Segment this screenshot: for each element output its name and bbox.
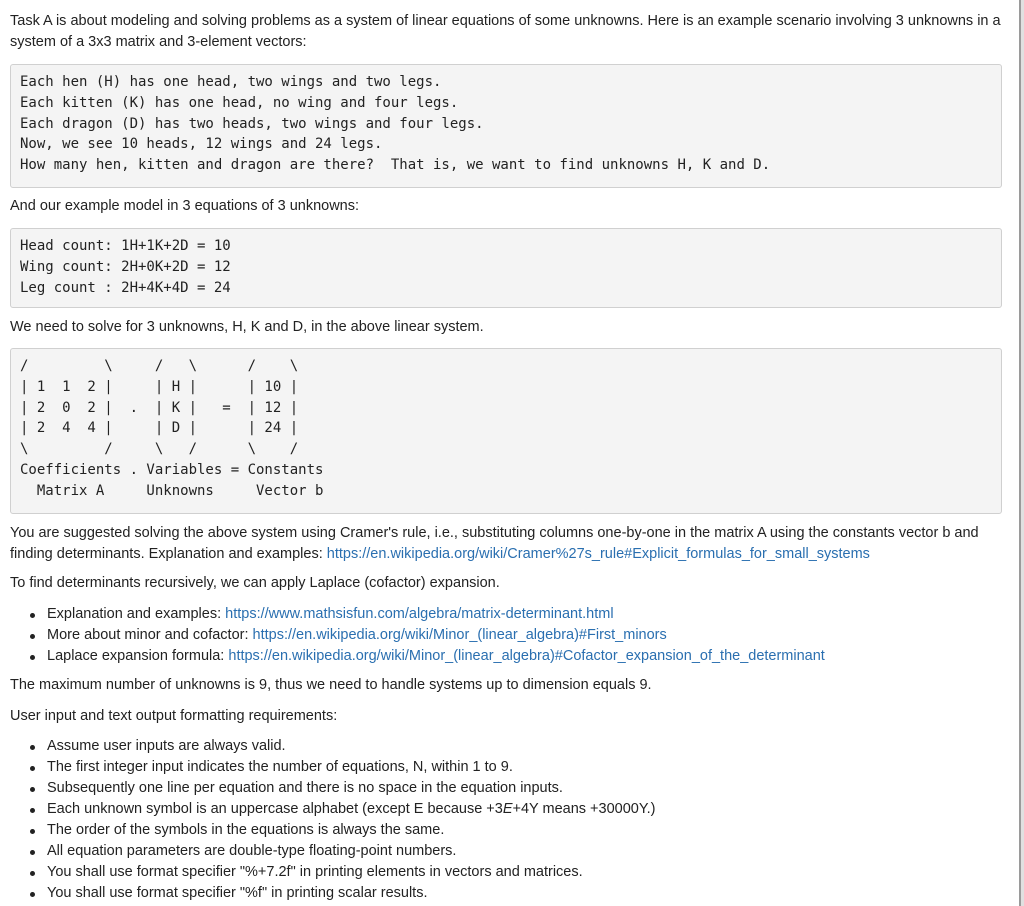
bullet-icon xyxy=(30,829,35,834)
scenario-code-block xyxy=(10,64,1002,188)
code-line: Each hen (H) has one head, two wings and two legs. xyxy=(20,74,442,90)
list-item xyxy=(10,841,655,862)
item-text: Subsequently one line per equation and there is no space in the equation inputs. xyxy=(47,780,563,796)
list-item xyxy=(10,778,655,799)
list-item xyxy=(10,757,655,778)
cramer-link[interactable]: https://en.wikipedia.org/wiki/Cramer%27s_rule#Explicit_formulas_for_small_systems xyxy=(326,546,870,562)
list-item xyxy=(10,736,655,757)
code-line: Matrix A Unknowns Vector b xyxy=(20,482,324,499)
code-line: Wing count: 2H+0K+2D = 12 xyxy=(20,258,231,275)
bullet-icon xyxy=(30,655,35,660)
item-text: The first integer input indicates the number of equations, N, within 1 to 9. xyxy=(47,759,513,775)
list-item xyxy=(10,604,825,625)
intro-paragraph: Task A is about modeling and solving problems as a system of linear equations of some unknowns. Here is an example scenario involving 3 unknowns in a system of a 3x3 matrix and 3-element vectors: xyxy=(10,13,1001,50)
bullet-icon xyxy=(30,850,35,855)
list-item xyxy=(10,799,655,820)
cramer-text: You are suggested solving the above system using Cramer's rule, i.e., substituting columns one-by-one in the matrix A using the constants vector b and finding determinants. Explanation and examples: xyxy=(10,525,979,562)
max-unknowns-paragraph: The maximum number of unknowns is 9, thus we need to handle systems up to dimension equals 9. xyxy=(10,677,652,693)
item-label: More about minor and cofactor: xyxy=(47,627,253,643)
item-text: All equation parameters are double-type floating-point numbers. xyxy=(47,843,457,859)
item-text: You shall use format specifier "%f" in printing scalar results. xyxy=(47,885,428,901)
italic-symbol: E xyxy=(502,801,513,817)
laplace-expansion-link[interactable]: https://en.wikipedia.org/wiki/Minor_(linear_algebra)#Cofactor_expansion_of_the_determinant xyxy=(228,648,825,664)
code-line: Coefficients . Variables = Constants xyxy=(20,461,324,478)
item-label: Laplace expansion formula: xyxy=(47,648,229,664)
window-edge-border xyxy=(1019,0,1021,906)
list-item xyxy=(10,862,655,883)
bullet-icon xyxy=(30,745,35,750)
item-text: Each unknown symbol is an uppercase alphabet (except E because +3 xyxy=(47,801,503,817)
list-item xyxy=(10,883,655,904)
code-line: Each kitten (K) has one head, no wing and four legs. xyxy=(20,94,459,111)
requirements-list xyxy=(10,736,655,904)
bullet-icon xyxy=(30,892,35,897)
item-label: Explanation and examples: xyxy=(47,606,226,622)
bullet-icon xyxy=(30,634,35,639)
cramer-paragraph xyxy=(10,523,1004,565)
laplace-paragraph: To find determinants recursively, we can apply Laplace (cofactor) expansion. xyxy=(10,575,500,591)
item-text: You shall use format specifier "%+7.2f" in printing elements in vectors and matrices. xyxy=(47,864,583,880)
list-item xyxy=(10,625,825,646)
code-line: | 2 0 2 | . | K | = | 12 | xyxy=(20,399,299,416)
code-line: \ / \ / \ / xyxy=(20,441,299,458)
model-code-block xyxy=(10,228,1002,308)
bullet-icon xyxy=(30,787,35,792)
bullet-icon xyxy=(30,808,35,813)
code-line: Each dragon (D) has two heads, two wings and four legs. xyxy=(20,115,484,132)
list-item xyxy=(10,820,655,841)
requirements-heading: User input and text output formatting requirements: xyxy=(10,708,338,724)
code-line: | 2 4 4 | | D | | 24 | xyxy=(20,420,299,437)
code-line: Leg count : 2H+4K+4D = 24 xyxy=(20,279,231,296)
matrix-code-block xyxy=(10,348,1002,514)
list-item xyxy=(10,646,825,667)
item-text: +4Y means +30000Y.) xyxy=(512,801,656,817)
model-intro: And our example model in 3 equations of 3 unknowns: xyxy=(10,198,360,214)
code-line: Head count: 1H+1K+2D = 10 xyxy=(20,238,231,254)
laplace-link-list xyxy=(10,604,825,667)
item-text: The order of the symbols in the equations is always the same. xyxy=(47,822,445,838)
code-line: How many hen, kitten and dragon are there? That is, we want to find unknowns H, K and D. xyxy=(20,157,771,174)
code-line: / \ / \ / \ xyxy=(20,358,299,374)
bullet-icon xyxy=(30,613,35,618)
code-line: | 1 1 2 | | H | | 10 | xyxy=(20,378,299,395)
code-line: Now, we see 10 heads, 12 wings and 24 legs. xyxy=(20,136,383,153)
item-text: Assume user inputs are always valid. xyxy=(47,738,286,754)
mathsisfun-link[interactable]: https://www.mathsisfun.com/algebra/matrix-determinant.html xyxy=(225,606,614,622)
bullet-icon xyxy=(30,871,35,876)
need-paragraph: We need to solve for 3 unknowns, H, K and D, in the above linear system. xyxy=(10,319,484,335)
bullet-icon xyxy=(30,766,35,771)
minor-cofactor-link[interactable]: https://en.wikipedia.org/wiki/Minor_(linear_algebra)#First_minors xyxy=(252,627,667,643)
